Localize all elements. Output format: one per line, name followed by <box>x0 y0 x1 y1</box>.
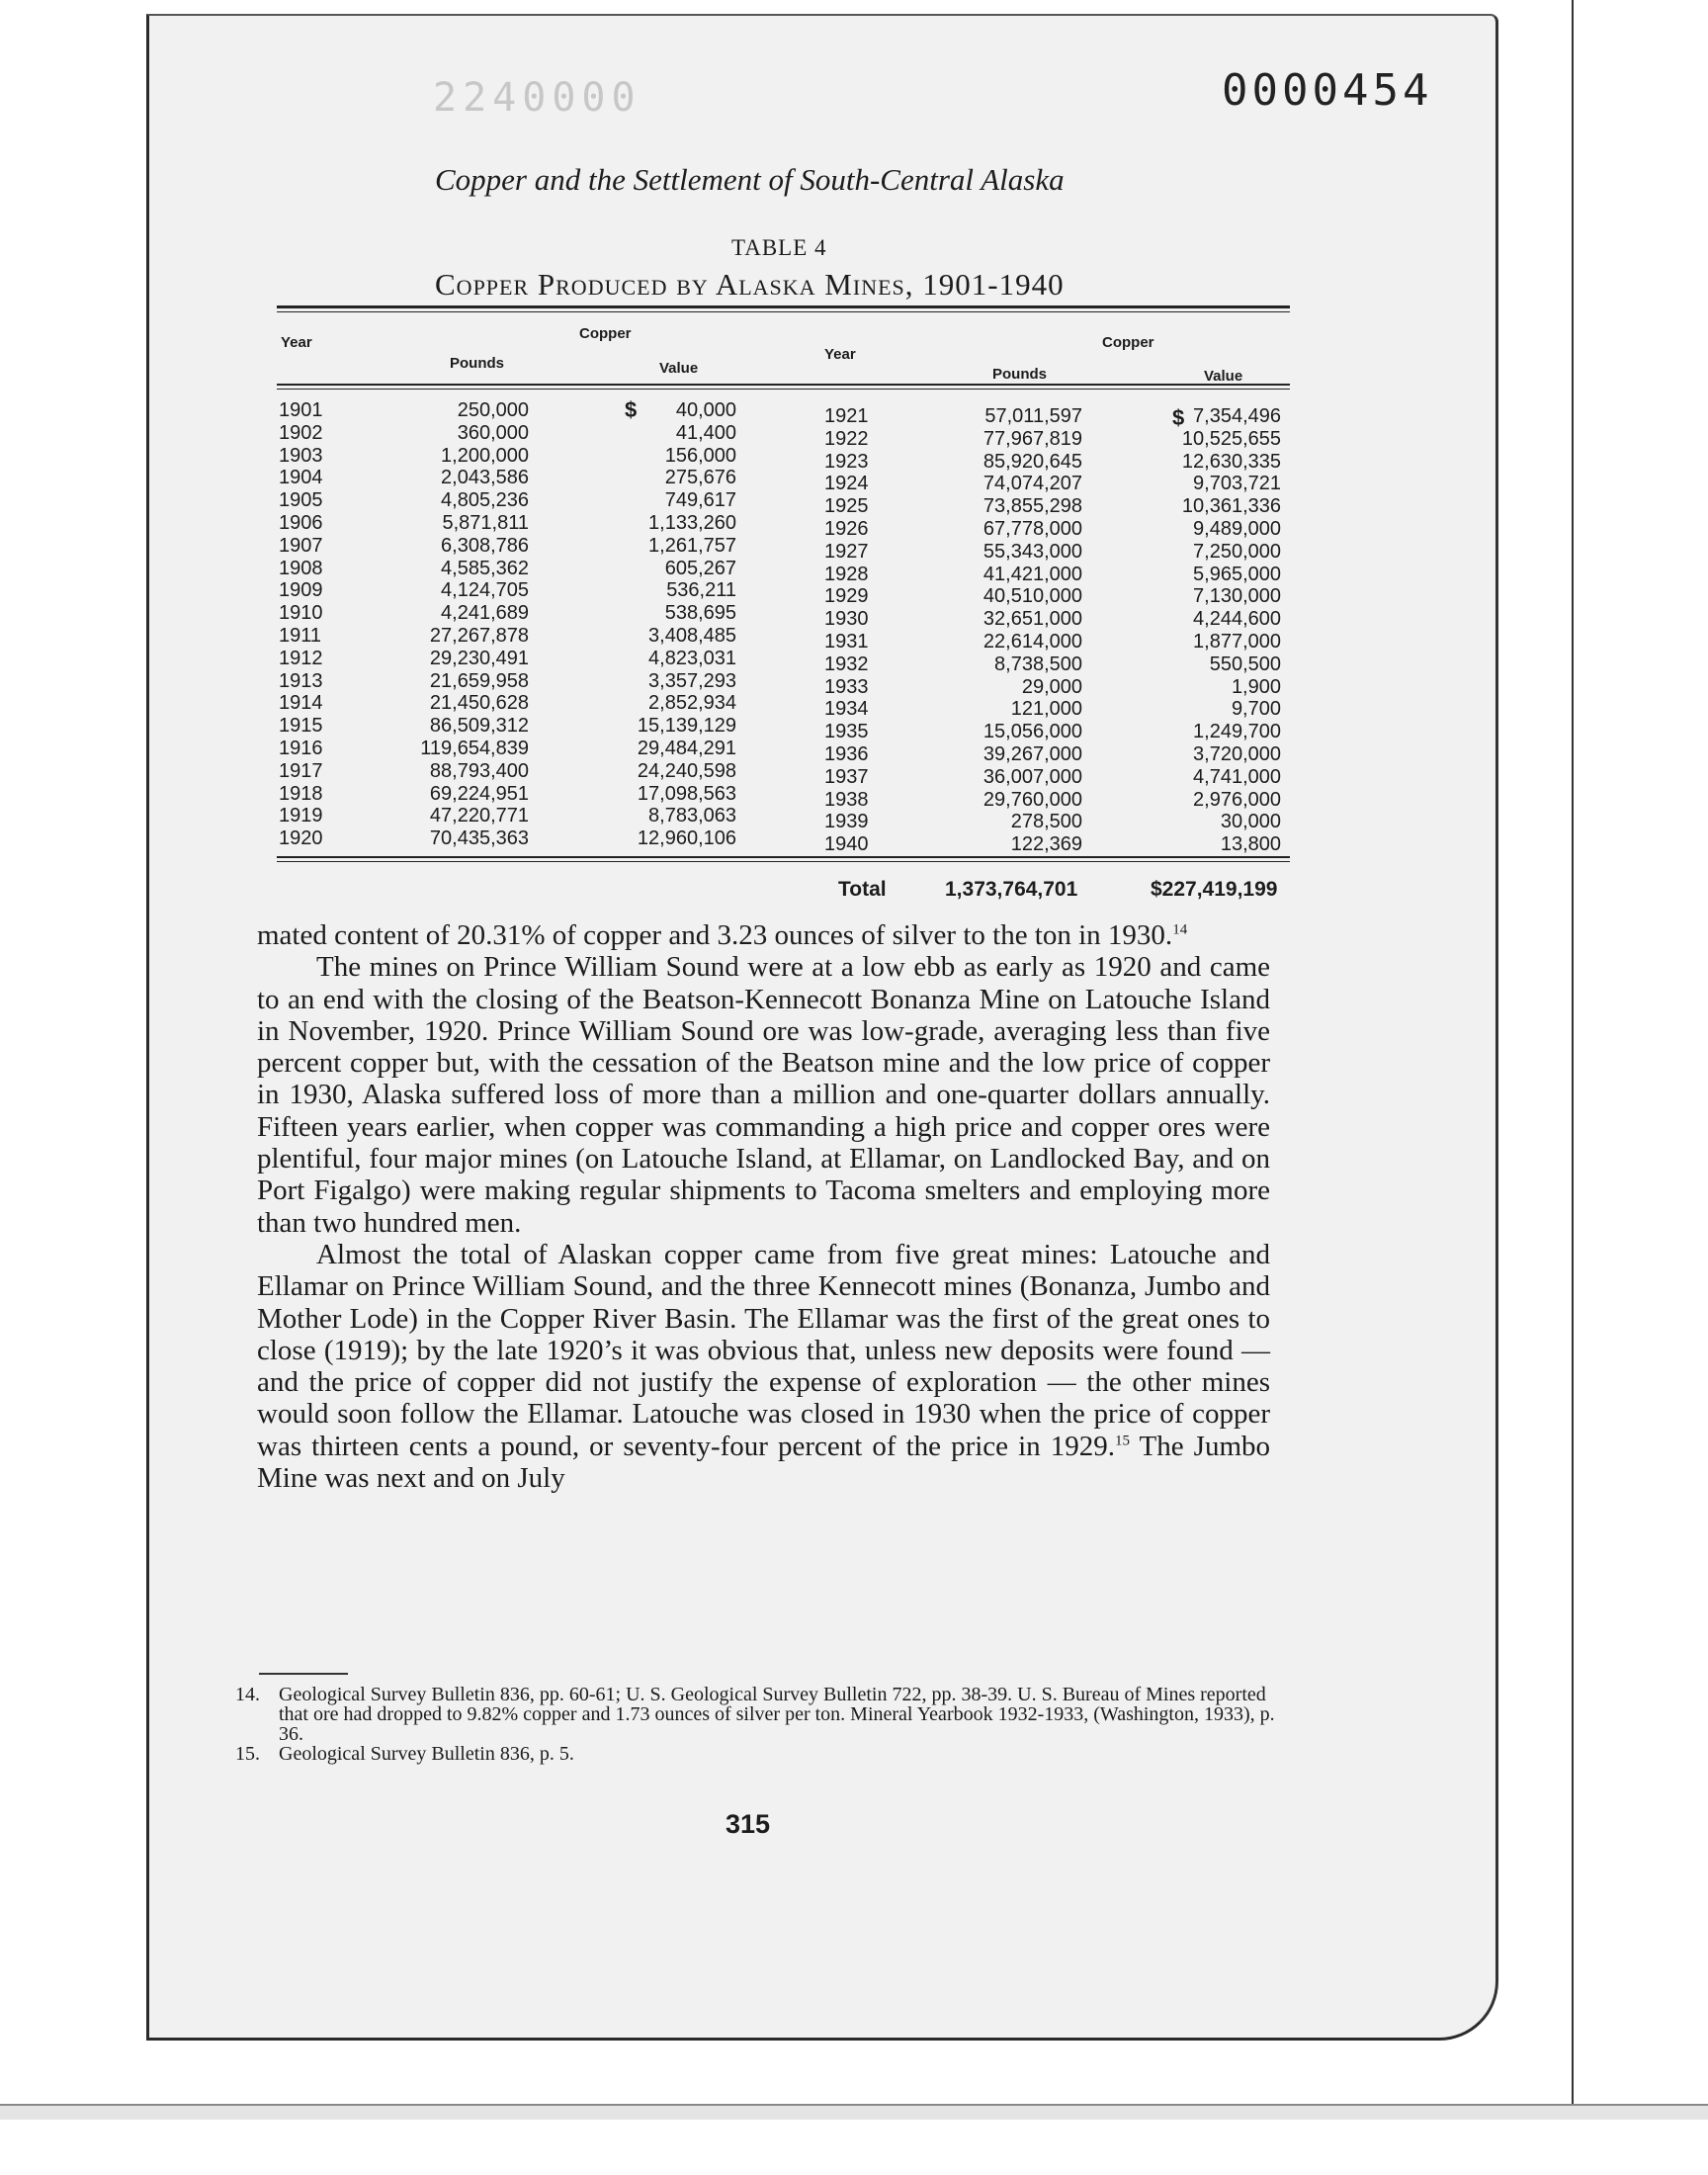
table-cell-value: 24,240,598 <box>637 759 736 782</box>
footnote-text: Geological Survey Bulletin 836, p. 5. <box>279 1743 574 1765</box>
paragraph-five-great-mines: Almost the total of Alaskan copper came from five great mines: Latouche and Ellamar on Prince William Sound, and the three Kennecott mines (Bonanza, Jumbo and Mother Lode) in the Copper River Basin. The Ellamar was the first of the great ones to close (1919); by the late 1920’s it was obvious that, unless new deposits were found — and the price of copper did not justify the expense of exploration — the other mines would soon follow the Ellamar. Latouche was closed in 1930 when the price of copper was thirteen cents a pound, or seventy-four percent of the price in 1929.15 The Jumbo Mine was next and on July <box>257 1238 1271 1495</box>
table-cell-value: 7,354,496 <box>1193 405 1281 427</box>
table-cell-pounds: 74,074,207 <box>982 473 1082 495</box>
table-header-rule <box>277 384 1290 386</box>
header-copper-right: Copper <box>1102 334 1154 351</box>
table-cell-value: 3,720,000 <box>1193 742 1281 765</box>
table-cell-value: 538,695 <box>664 602 736 625</box>
table-cell-year: 1902 <box>279 421 323 444</box>
table-cell-year: 1920 <box>279 827 323 850</box>
table-cell-value: 29,484,291 <box>637 737 736 759</box>
table-cell-value: 7,130,000 <box>1193 585 1281 608</box>
table-cell-value: 156,000 <box>664 444 736 467</box>
table-cell-year: 1933 <box>824 675 869 698</box>
table-cell-pounds: 278,500 <box>1010 811 1082 833</box>
total-pounds: 1,373,764,701 <box>945 878 1078 901</box>
table-cell-year: 1939 <box>824 811 869 833</box>
table-cell-year: 1926 <box>824 517 869 540</box>
left-dollar-sign: $ <box>625 397 638 422</box>
table-cell-pounds: 69,224,951 <box>429 782 529 805</box>
table-cell-pounds: 122,369 <box>1010 833 1082 856</box>
table-cell-value: 9,700 <box>1231 698 1281 721</box>
footnote-ref-14: 14 <box>1172 921 1188 938</box>
table-cell-pounds: 55,343,000 <box>982 540 1082 563</box>
table-cell-year: 1936 <box>824 742 869 765</box>
table-cell-value: 1,133,260 <box>648 511 736 534</box>
table-cell-year: 1907 <box>279 534 323 557</box>
table-cell-value: 17,098,563 <box>637 782 736 805</box>
table-cell-year: 1938 <box>824 788 869 811</box>
header-pounds-left: Pounds <box>450 355 504 372</box>
table-cell-value: 605,267 <box>664 557 736 579</box>
table-cell-value: 536,211 <box>666 579 736 602</box>
table-cell-value: 12,630,335 <box>1181 450 1281 473</box>
header-year-right: Year <box>824 346 856 363</box>
footnote-rule <box>259 1673 348 1675</box>
table-cell-year: 1911 <box>279 624 322 647</box>
table-cell-value: 1,249,700 <box>1193 721 1281 743</box>
table-cell-year: 1912 <box>279 647 323 669</box>
table-cell-pounds: 15,056,000 <box>982 721 1082 743</box>
table-cell-pounds: 27,267,878 <box>429 624 529 647</box>
table-cell-value: 2,852,934 <box>648 692 736 715</box>
table-cell-pounds: 88,793,400 <box>429 759 529 782</box>
left-pounds-column <box>376 399 529 850</box>
table-cell-pounds: 29,760,000 <box>982 788 1082 811</box>
table-cell-year: 1919 <box>279 805 323 827</box>
table-cell-year: 1917 <box>279 759 323 782</box>
table-cell-year: 1925 <box>824 495 869 518</box>
table-cell-value: 40,000 <box>675 399 736 421</box>
right-year-column <box>824 405 869 856</box>
table-cell-pounds: 119,654,839 <box>420 737 529 759</box>
table-cell-pounds: 4,585,362 <box>441 557 529 579</box>
table-cell-pounds: 70,435,363 <box>429 827 529 850</box>
footnote-text: Geological Survey Bulletin 836, pp. 60-61; U. S. Geological Survey Bulletin 722, pp. 38-39. U. S. Bureau of Mines reported that ore had dropped to 9.82% copper and 1.73 ounces of silver per ton. Mineral Yearbook 1932-1933, (Washington, 1933), p. 36. <box>279 1684 1275 1745</box>
table-cell-value: 15,139,129 <box>637 715 736 738</box>
table-cell-pounds: 39,267,000 <box>982 742 1082 765</box>
table-cell-value: 30,000 <box>1220 811 1281 833</box>
table-cell-value: 12,960,106 <box>637 827 736 850</box>
table-cell-pounds: 40,510,000 <box>982 585 1082 608</box>
table-cell-pounds: 41,421,000 <box>982 563 1082 585</box>
table-label: TABLE 4 <box>731 235 827 260</box>
table-cell-pounds: 85,920,645 <box>982 450 1082 473</box>
table-cell-value: 1,900 <box>1231 675 1281 698</box>
table-cell-year: 1927 <box>824 540 869 563</box>
document-stamp-number: 0000454 <box>1222 65 1433 116</box>
footnote-number: 15. <box>235 1743 260 1765</box>
scan-edge-right <box>1572 0 1574 2116</box>
table-title: Copper Produced by Alaska Mines, 1901-1940 <box>435 267 1065 302</box>
table-cell-value: 3,408,485 <box>648 624 736 647</box>
table-header-rule-thin <box>277 389 1290 390</box>
table-cell-pounds: 4,124,705 <box>441 579 529 602</box>
scan-bottom-band <box>0 2106 1708 2120</box>
table-cell-year: 1906 <box>279 511 323 534</box>
table-cell-year: 1901 <box>279 399 323 421</box>
table-bottom-rule <box>277 856 1290 858</box>
header-value-right: Value <box>1204 368 1243 385</box>
table-cell-pounds: 121,000 <box>1010 698 1082 721</box>
table-cell-pounds: 36,007,000 <box>982 765 1082 788</box>
footnote-14 <box>235 1685 1278 1744</box>
table-cell-value: 275,676 <box>664 467 736 489</box>
table-cell-year: 1930 <box>824 608 869 631</box>
table-cell-pounds: 360,000 <box>457 421 529 444</box>
table-cell-year: 1928 <box>824 563 869 585</box>
table-cell-year: 1940 <box>824 833 869 856</box>
table-cell-value: 4,741,000 <box>1193 765 1281 788</box>
right-dollar-sign: $ <box>1172 405 1185 430</box>
footnote-15 <box>235 1744 1278 1764</box>
table-cell-pounds: 4,241,689 <box>441 602 529 625</box>
table-cell-year: 1931 <box>824 630 869 652</box>
running-head: Copper and the Settlement of South-Central Alaska <box>435 162 1065 197</box>
table-cell-year: 1905 <box>279 489 323 512</box>
table-cell-value: 5,965,000 <box>1193 563 1281 585</box>
header-copper-left: Copper <box>579 325 632 342</box>
table-cell-year: 1929 <box>824 585 869 608</box>
table-cell-value: 9,703,721 <box>1193 473 1281 495</box>
table-cell-value: 749,617 <box>664 489 736 512</box>
table-cell-pounds: 2,043,586 <box>441 467 529 489</box>
table-cell-value: 550,500 <box>1209 652 1281 675</box>
body-text <box>257 919 1270 1494</box>
table-cell-pounds: 6,308,786 <box>441 534 529 557</box>
table-top-rule-thin <box>277 311 1290 312</box>
table-cell-pounds: 73,855,298 <box>982 495 1082 518</box>
table-cell-year: 1935 <box>824 721 869 743</box>
footnotes <box>235 1685 1278 1764</box>
table-cell-pounds: 86,509,312 <box>429 715 529 738</box>
table-cell-pounds: 22,614,000 <box>982 630 1082 652</box>
table-cell-pounds: 77,967,819 <box>982 427 1082 450</box>
table-cell-year: 1923 <box>824 450 869 473</box>
table-cell-year: 1916 <box>279 737 323 759</box>
table-cell-pounds: 21,450,628 <box>429 692 529 715</box>
table-cell-year: 1913 <box>279 669 323 692</box>
table-cell-pounds: 8,738,500 <box>994 652 1082 675</box>
table-cell-value: 10,525,655 <box>1181 427 1281 450</box>
table-cell-year: 1937 <box>824 765 869 788</box>
table-cell-pounds: 32,651,000 <box>982 608 1082 631</box>
table-cell-year: 1934 <box>824 698 869 721</box>
table-cell-year: 1924 <box>824 473 869 495</box>
left-year-column <box>279 399 323 850</box>
table-cell-value: 2,976,000 <box>1193 788 1281 811</box>
table-cell-pounds: 250,000 <box>457 399 529 421</box>
table-cell-value: 9,489,000 <box>1193 517 1281 540</box>
table-cell-value: 13,800 <box>1220 833 1281 856</box>
header-pounds-right: Pounds <box>992 366 1047 383</box>
table-top-rule <box>277 305 1290 308</box>
table-cell-pounds: 57,011,597 <box>984 405 1082 427</box>
paragraph-prince-william-sound: The mines on Prince William Sound were at a low ebb as early as 1920 and came to an end with the closing of the Beatson-Kennecott Bonanza Mine on Latouche Island in November, 1920. Prince William Sound ore was low-grade, averaging less than five percent copper but, with the cessation of the Beatson mine and the low price of copper in 1930, Alaska suffered loss of more than a million and one-quarter dollars annually. Fifteen years earlier, when copper was commanding a high price and copper ores were plentiful, four major mines (on Latouche Island, at Ellamar, on Landlocked Bay, and on Port Figalgo) were making regular shipments to Tacoma smelters and employing more than two hundred men. <box>257 951 1270 1239</box>
table-cell-year: 1904 <box>279 467 323 489</box>
table-cell-value: 8,783,063 <box>648 805 736 827</box>
table-cell-year: 1910 <box>279 602 323 625</box>
right-pounds-column <box>929 405 1082 856</box>
total-label: Total <box>838 878 887 901</box>
table-cell-value: 4,244,600 <box>1193 608 1281 631</box>
table-cell-value: 1,877,000 <box>1193 630 1281 652</box>
table-cell-pounds: 29,230,491 <box>429 647 529 669</box>
paragraph-continued: mated content of 20.31% of copper and 3.23 ounces of silver to the ton in 1930.14 <box>257 919 1188 951</box>
table-cell-value: 41,400 <box>675 421 736 444</box>
table-cell-value: 7,250,000 <box>1193 540 1281 563</box>
total-value: $227,419,199 <box>1151 878 1278 901</box>
right-value-column <box>1147 405 1281 856</box>
table-cell-pounds: 47,220,771 <box>429 805 529 827</box>
header-value-left: Value <box>659 360 699 377</box>
table-cell-pounds: 21,659,958 <box>429 669 529 692</box>
table-cell-pounds: 29,000 <box>1021 675 1082 698</box>
table-cell-year: 1932 <box>824 652 869 675</box>
table-cell-pounds: 1,200,000 <box>441 444 529 467</box>
left-value-column <box>593 399 736 850</box>
table-bottom-rule-thin <box>277 861 1290 862</box>
footnote-ref-15: 15 <box>1114 1433 1130 1449</box>
footnote-number: 14. <box>235 1684 260 1705</box>
table-cell-year: 1908 <box>279 557 323 579</box>
table-cell-pounds: 67,778,000 <box>982 517 1082 540</box>
page-number: 315 <box>726 1809 771 1839</box>
table-cell-value: 4,823,031 <box>648 647 736 669</box>
table-cell-pounds: 4,805,236 <box>441 489 529 512</box>
table-cell-year: 1915 <box>279 715 323 738</box>
table-cell-year: 1914 <box>279 692 323 715</box>
table-cell-year: 1918 <box>279 782 323 805</box>
header-year-left: Year <box>281 334 312 351</box>
table-cell-year: 1921 <box>824 405 869 427</box>
table-cell-pounds: 5,871,811 <box>442 511 529 534</box>
table-cell-year: 1903 <box>279 444 323 467</box>
table-cell-year: 1909 <box>279 579 323 602</box>
faint-stamp-number: 2240000 <box>433 75 641 121</box>
table-cell-value: 3,357,293 <box>648 669 736 692</box>
table-cell-value: 1,261,757 <box>648 534 736 557</box>
table-cell-value: 10,361,336 <box>1181 495 1281 518</box>
table-cell-year: 1922 <box>824 427 869 450</box>
